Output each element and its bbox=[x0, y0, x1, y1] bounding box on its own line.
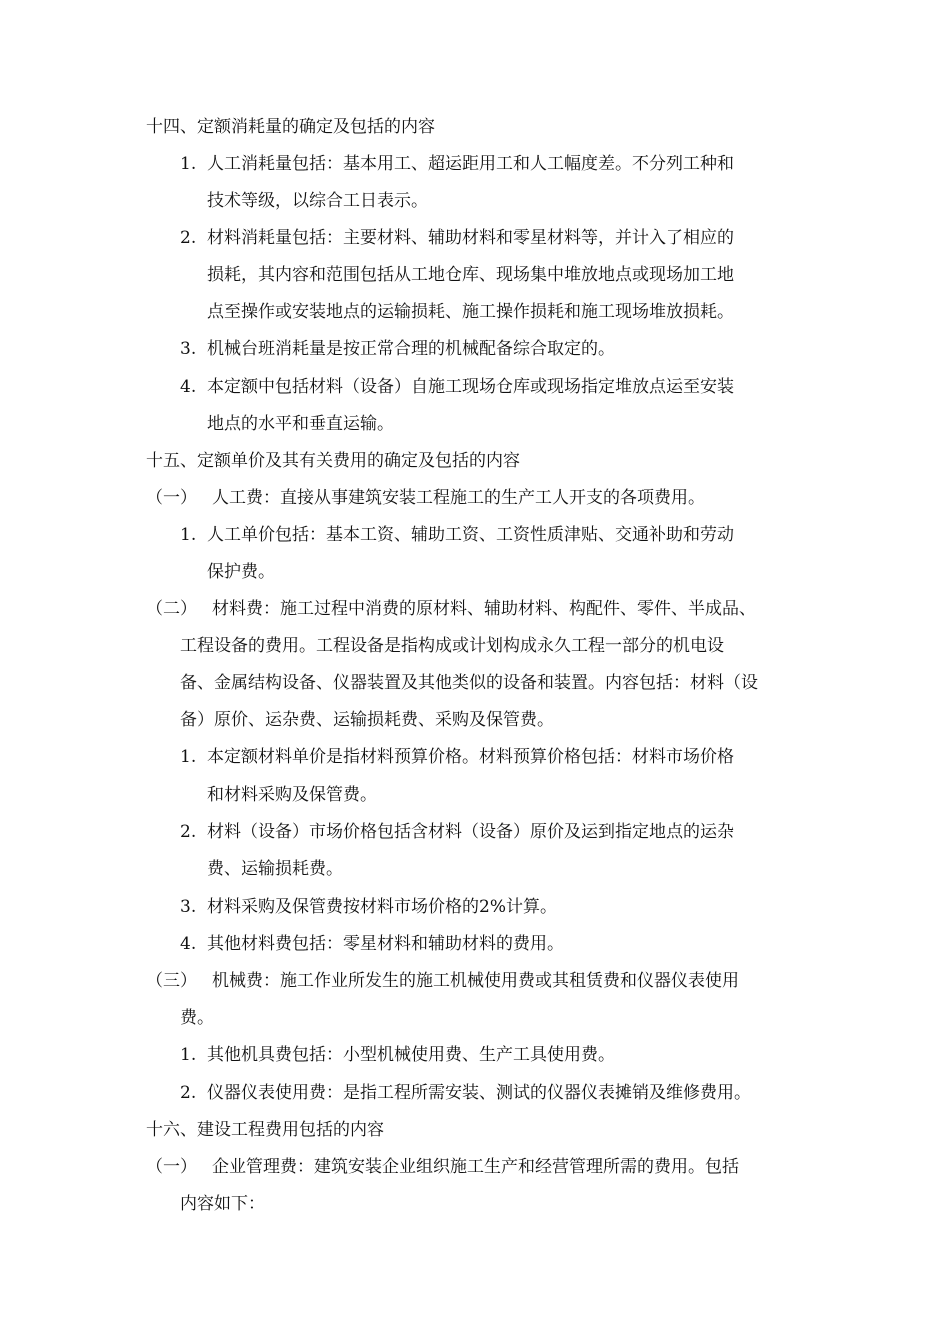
item-number: 1. bbox=[180, 747, 197, 767]
subsection-marker: （一） bbox=[146, 1157, 197, 1177]
item-number: 1. bbox=[180, 525, 197, 545]
subsection-text: 备、金属结构设备、仪器装置及其他类似的设备和装置。内容包括：材料（设 bbox=[180, 673, 758, 693]
section-heading: 十五、定额单价及其有关费用的确定及包括的内容 bbox=[146, 451, 520, 471]
item-number: 2. bbox=[180, 822, 197, 842]
item-text: 本定额中包括材料（设备）自施工现场仓库或现场指定堆放点运至安装 bbox=[207, 377, 734, 397]
item-text: 地点的水平和垂直运输。 bbox=[207, 414, 394, 434]
item-number: 4. bbox=[180, 377, 197, 397]
item-text: 费、运输损耗费。 bbox=[207, 859, 343, 879]
item-text: 其他材料费包括：零星材料和辅助材料的费用。 bbox=[207, 934, 564, 954]
item-number: 4. bbox=[180, 934, 197, 954]
subsection-text: 企业管理费：建筑安装企业组织施工生产和经营管理所需的费用。包括 bbox=[212, 1157, 739, 1177]
item-text: 材料（设备）市场价格包括含材料（设备）原价及运到指定地点的运杂 bbox=[207, 822, 734, 842]
item-text: 人工单价包括：基本工资、辅助工资、工资性质津贴、交通补助和劳动 bbox=[207, 525, 734, 545]
item-text: 材料消耗量包括：主要材料、辅助材料和零星材料等，并计入了相应的 bbox=[207, 228, 734, 248]
item-text: 本定额材料单价是指材料预算价格。材料预算价格包括：材料市场价格 bbox=[207, 747, 734, 767]
subsection-text: 费。 bbox=[180, 1008, 214, 1028]
item-text: 保护费。 bbox=[207, 562, 275, 582]
subsection-text: 材料费：施工过程中消费的原材料、辅助材料、构配件、零件、半成品、 bbox=[212, 599, 756, 619]
subsection-marker: （二） bbox=[146, 599, 197, 619]
item-text: 其他机具费包括：小型机械使用费、生产工具使用费。 bbox=[207, 1045, 615, 1065]
subsection-marker: （一） bbox=[146, 488, 197, 508]
item-number: 2. bbox=[180, 1083, 197, 1103]
subsection-text: 人工费：直接从事建筑安装工程施工的生产工人开支的各项费用。 bbox=[212, 488, 705, 508]
item-text: 技术等级，以综合工日表示。 bbox=[207, 191, 428, 211]
subsection-text: 备）原价、运杂费、运输损耗费、采购及保管费。 bbox=[180, 710, 554, 730]
item-text: 点至操作或安装地点的运输损耗、施工操作损耗和施工现场堆放损耗。 bbox=[207, 302, 734, 322]
item-text: 人工消耗量包括：基本用工、超运距用工和人工幅度差。不分列工种和 bbox=[207, 154, 734, 174]
section-heading: 十四、定额消耗量的确定及包括的内容 bbox=[146, 117, 435, 137]
subsection-text: 内容如下： bbox=[180, 1194, 265, 1214]
item-number: 1. bbox=[180, 1045, 197, 1065]
section-heading: 十六、建设工程费用包括的内容 bbox=[146, 1120, 384, 1140]
item-text: 和材料采购及保管费。 bbox=[207, 785, 377, 805]
item-text: 机械台班消耗量是按正常合理的机械配备综合取定的。 bbox=[207, 339, 615, 359]
subsection-marker: （三） bbox=[146, 971, 197, 991]
subsection-text: 机械费：施工作业所发生的施工机械使用费或其租赁费和仪器仪表使用 bbox=[212, 971, 739, 991]
item-text: 仪器仪表使用费：是指工程所需安装、测试的仪器仪表摊销及维修费用。 bbox=[207, 1083, 751, 1103]
item-number: 3. bbox=[180, 897, 197, 917]
item-text: 损耗，其内容和范围包括从工地仓库、现场集中堆放地点或现场加工地 bbox=[207, 265, 734, 285]
item-number: 2. bbox=[180, 228, 197, 248]
item-number: 3. bbox=[180, 339, 197, 359]
item-text: 材料采购及保管费按材料市场价格的2%计算。 bbox=[207, 897, 557, 917]
item-number: 1. bbox=[180, 154, 197, 174]
subsection-text: 工程设备的费用。工程设备是指构成或计划构成永久工程一部分的机电设 bbox=[180, 636, 724, 656]
